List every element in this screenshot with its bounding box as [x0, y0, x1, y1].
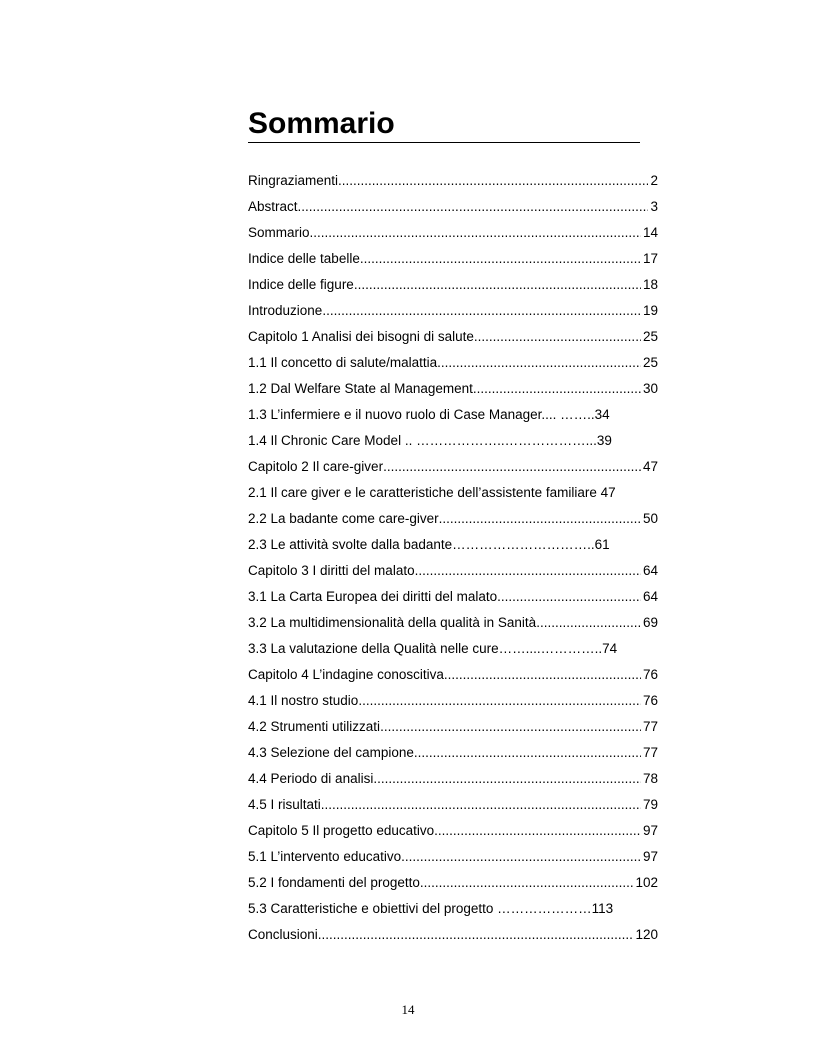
toc-entry-label: Ringraziamenti — [248, 173, 339, 188]
toc-leader-dots — [318, 922, 634, 948]
toc-entry — [248, 480, 658, 506]
toc-entry-label: Capitolo 5 Il progetto educativo — [248, 823, 435, 838]
toc-entry-page: 77 — [642, 719, 658, 734]
toc-entry-label: Sommario — [248, 225, 310, 240]
toc-entry-label: 1.1 Il concetto di salute/malattia — [248, 355, 438, 370]
toc-entry — [248, 350, 658, 376]
toc-leader-dots — [401, 844, 641, 870]
toc-leader-dots — [358, 688, 641, 714]
toc-entry — [248, 558, 658, 584]
toc-leader-dots — [474, 324, 641, 350]
toc-entry-label: Introduzione — [248, 303, 323, 318]
toc-entry-label: Capitolo 1 Analisi dei bisogni di salute — [248, 329, 474, 344]
toc-entry — [248, 428, 658, 454]
toc-entry-label: Abstract — [248, 199, 298, 214]
toc-entry-page: 78 — [642, 771, 658, 786]
toc-entry-label: 4.2 Strumenti utilizzati — [248, 719, 381, 734]
toc-leader-dots — [444, 662, 641, 688]
toc-entry-page: 47 — [642, 459, 658, 474]
toc-leader-dots — [360, 246, 641, 272]
toc-entry-text: 2.3 Le attività svolte dalla badante…………………………..61 — [248, 537, 610, 552]
toc-entry-page: 64 — [642, 589, 658, 604]
toc-entry-label: 1.2 Dal Welfare State al Management — [248, 381, 473, 396]
toc-entry-page: 17 — [642, 251, 658, 266]
toc-leader-dots — [322, 298, 641, 324]
toc-entry-label: 4.1 Il nostro studio — [248, 693, 359, 708]
toc-entry-label: Indice delle figure — [248, 277, 354, 292]
toc-entry-text: 5.3 Caratteristiche e obiettivi del progetto …………………113 — [248, 901, 614, 916]
toc-entry-label: 5.2 I fondamenti del progetto — [248, 875, 420, 890]
toc-leader-dots — [439, 506, 641, 532]
toc-entry — [248, 584, 658, 610]
toc-entry — [248, 402, 658, 428]
toc-leader-dots — [310, 220, 641, 246]
toc-entry-text: 3.3 La valutazione della Qualità nelle cure……....…………..74 — [248, 641, 618, 656]
toc-entry-page: 76 — [642, 667, 658, 682]
toc-leader-dots — [373, 766, 641, 792]
toc-leader-dots — [354, 272, 641, 298]
toc-entry — [248, 532, 658, 558]
page-title: Sommario — [248, 107, 395, 140]
toc-entry — [248, 844, 658, 870]
toc-entry-page: 64 — [642, 563, 658, 578]
toc-leader-dots — [298, 194, 649, 220]
toc-entry — [248, 272, 658, 298]
toc-entry — [248, 714, 658, 740]
toc-entry-label: Indice delle tabelle — [248, 251, 360, 266]
toc-entry-label: 4.3 Selezione del campione — [248, 745, 414, 760]
toc-leader-dots — [536, 610, 641, 636]
table-of-contents — [248, 168, 658, 948]
toc-entry — [248, 766, 658, 792]
toc-entry-label: Capitolo 3 I diritti del malato — [248, 563, 415, 578]
toc-entry-page: 120 — [635, 927, 658, 942]
toc-entry — [248, 688, 658, 714]
toc-entry — [248, 896, 658, 922]
toc-leader-dots — [497, 584, 641, 610]
toc-entry — [248, 922, 658, 948]
toc-entry-label: 3.2 La multidimensionalità della qualità in Sanità — [248, 615, 537, 630]
toc-entry — [248, 870, 658, 896]
toc-entry — [248, 324, 658, 350]
toc-leader-dots — [338, 168, 648, 194]
toc-leader-dots — [383, 454, 641, 480]
toc-entry — [248, 454, 658, 480]
toc-entry — [248, 740, 658, 766]
toc-leader-dots — [473, 376, 641, 402]
toc-entry — [248, 610, 658, 636]
toc-entry-page: 76 — [642, 693, 658, 708]
toc-entry-label: 4.5 I risultati — [248, 797, 321, 812]
toc-entry — [248, 194, 658, 220]
toc-entry-label: 5.1 L’intervento educativo — [248, 849, 402, 864]
toc-entry-page: 50 — [642, 511, 658, 526]
toc-entry-label: Capitolo 4 L’indagine conoscitiva — [248, 667, 444, 682]
toc-entry-page: 19 — [642, 303, 658, 318]
toc-entry-text: 1.3 L’infermiere e il nuovo ruolo di Case Manager.... ……..34 — [248, 407, 610, 422]
toc-entry-page: 3 — [650, 199, 658, 214]
toc-entry — [248, 792, 658, 818]
title-underline — [248, 142, 640, 143]
page-number: 14 — [401, 1002, 415, 1017]
toc-entry-label: 3.1 La Carta Europea dei diritti del malato — [248, 589, 498, 604]
toc-entry — [248, 298, 658, 324]
toc-leader-dots — [414, 740, 641, 766]
toc-entry — [248, 818, 658, 844]
toc-entry-page: 102 — [635, 875, 658, 890]
toc-entry — [248, 376, 658, 402]
toc-entry-label: Capitolo 2 Il care-giver — [248, 459, 384, 474]
toc-entry — [248, 220, 658, 246]
toc-leader-dots — [415, 558, 641, 584]
toc-entry-text: 1.4 Il Chronic Care Model .. ………………..………………...39 — [248, 433, 612, 448]
toc-entry-page: 79 — [642, 797, 658, 812]
toc-entry-label: 2.2 La badante come care-giver — [248, 511, 439, 526]
toc-entry — [248, 636, 658, 662]
toc-entry-page: 18 — [642, 277, 658, 292]
toc-leader-dots — [420, 870, 634, 896]
toc-entry-page: 77 — [642, 745, 658, 760]
toc-entry-page: 14 — [642, 225, 658, 240]
toc-entry — [248, 506, 658, 532]
toc-leader-dots — [380, 714, 641, 740]
toc-entry-text: 2.1 Il care giver e le caratteristiche dell’assistente familiare 47 — [248, 485, 616, 500]
toc-leader-dots — [321, 792, 641, 818]
toc-leader-dots — [437, 350, 641, 376]
toc-entry — [248, 168, 658, 194]
toc-entry-page: 30 — [642, 381, 658, 396]
toc-entry-page: 25 — [642, 329, 658, 344]
toc-entry-page: 69 — [642, 615, 658, 630]
toc-entry-label: Conclusioni — [248, 927, 318, 942]
toc-entry — [248, 662, 658, 688]
toc-entry-page: 97 — [642, 849, 658, 864]
toc-entry-page: 2 — [650, 173, 658, 188]
toc-leader-dots — [434, 818, 641, 844]
toc-entry-page: 97 — [642, 823, 658, 838]
toc-entry — [248, 246, 658, 272]
toc-entry-page: 25 — [642, 355, 658, 370]
toc-entry-label: 4.4 Periodo di analisi — [248, 771, 374, 786]
